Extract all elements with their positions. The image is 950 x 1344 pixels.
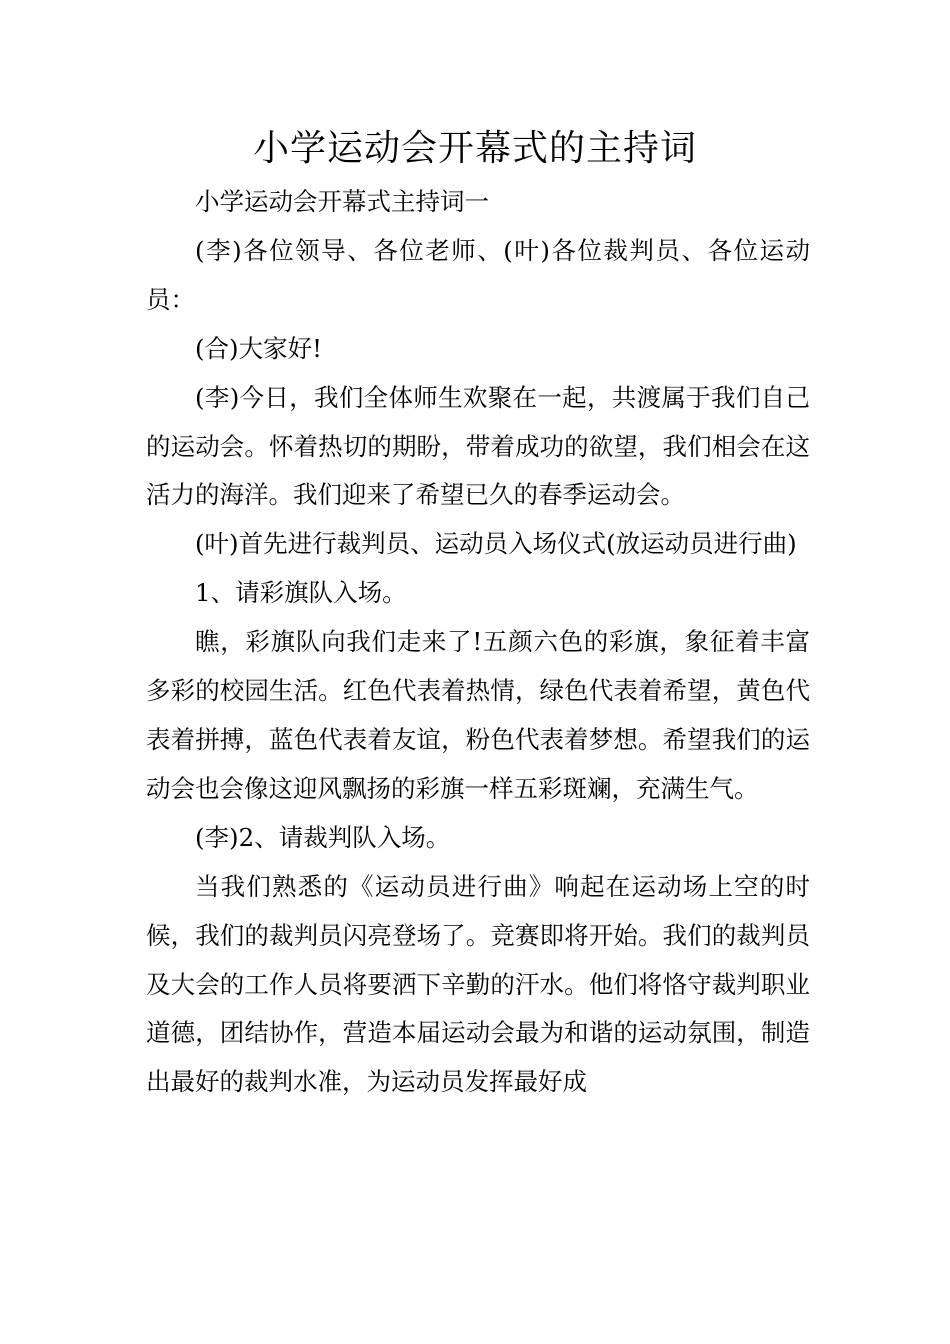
document-title: 小学运动会开幕式的主持词 (252, 128, 697, 169)
paragraph-referee-team-call: (李)2、请裁判队入场。 (195, 822, 451, 852)
paragraph-subtitle: 小学运动会开幕式主持词一 (195, 187, 489, 216)
paragraph-flag-team-call: 1、请彩旗队入场。 (195, 578, 407, 608)
paragraph-entrance-ceremony: (叶)首先进行裁判员、运动员入场仪式(放运动员进行曲) (195, 529, 797, 559)
paragraph-flag-team-description: 瞧，彩旗队向我们走来了!五颜六色的彩旗，象征着丰富多彩的校园生活。红色代表着热情，绿色代表着希望，黄色代表着拼搏，蓝色代表着友谊，粉色代表着梦想。希望我们的运动会也会像这迎风飘扬的彩旗一样五彩斑斓，充满生气。 (146, 627, 810, 803)
paragraph-greeting-addressees: (李)各位领导、各位老师、(叶)各位裁判员、各位运动员： (146, 235, 810, 314)
paragraph-referee-team-description: 当我们熟悉的《运动员进行曲》响起在运动场上空的时候，我们的裁判员闪亮登场了。竞赛即将开始。我们的裁判员及大会的工作人员将要洒下辛勤的汗水。他们将恪守裁判职业道德，团结协作，营造本届运动会最为和谐的运动氛围，制造出最好的裁判水准，为运动员发挥最好成 (146, 871, 810, 1097)
paragraph-opening-remarks: (李)今日，我们全体师生欢聚在一起，共渡属于我们自己的运动会。怀着热切的期盼，带着成功的欲望，我们相会在这活力的海洋。我们迎来了希望已久的春季运动会。 (146, 382, 810, 510)
document-body (146, 178, 810, 1107)
paragraph-greeting-hello: (合)大家好! (195, 333, 322, 363)
